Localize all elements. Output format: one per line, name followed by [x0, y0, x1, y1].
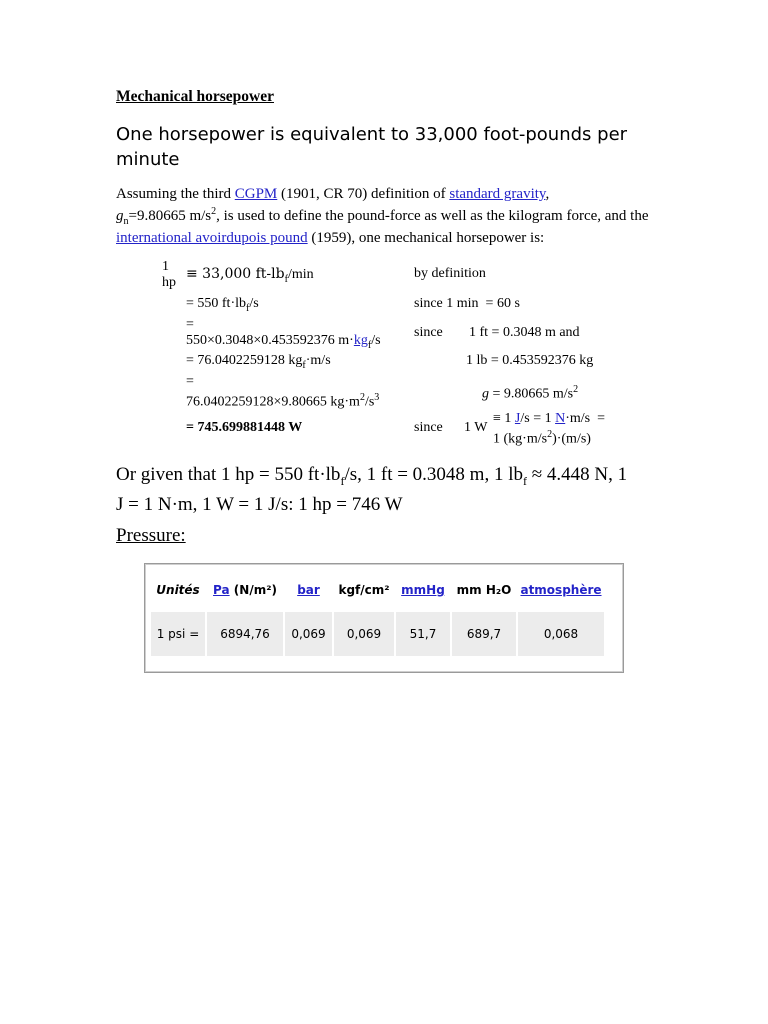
pressure-table: [144, 563, 624, 673]
section-title: Mechanical horsepower: [116, 88, 274, 105]
standard-gravity-link[interactable]: standard gravity: [449, 186, 546, 202]
row-sub: f: [284, 273, 288, 285]
header-bar: [285, 570, 332, 610]
row-text: 76.0402259128×9.80665 kg·m: [186, 394, 360, 410]
since-label: since: [414, 325, 443, 340]
kg-link[interactable]: kg: [353, 333, 368, 348]
row-text: ≡ 1: [493, 411, 515, 426]
summary-text: ≈ 4.448 N, 1 J = 1 N·m, 1 W = 1 J/s: 1 hp = 746 W: [116, 464, 628, 515]
derivation-row-3: [186, 333, 381, 354]
derivation-row-4: [186, 353, 331, 374]
intro-paragraph: [116, 186, 656, 247]
newton-link[interactable]: N: [555, 411, 566, 426]
pressure-heading: Pressure:: [116, 525, 186, 546]
note-by-definition: by definition: [414, 266, 486, 281]
subtitle: One horsepower is equivalent to 33,000 foot-pounds per minute: [116, 124, 628, 170]
row-sub: f: [302, 359, 306, 371]
row-text: /s: [249, 296, 259, 311]
cell-mmhg: 51,7: [396, 612, 450, 656]
summary-paragraph: [116, 463, 636, 517]
row-text: /s: [371, 333, 381, 348]
bar-link[interactable]: bar: [297, 583, 320, 597]
note-minute: since 1 min = 60 s: [414, 296, 520, 311]
row-sup: 3: [374, 392, 380, 403]
watt-definition-line-1: [493, 411, 605, 427]
pascal-link[interactable]: Pa: [213, 583, 230, 597]
pressure-table-grid: [149, 568, 606, 658]
note-pound: 1 lb = 0.453592376 kg: [466, 353, 594, 368]
row-text: /min: [287, 267, 314, 282]
hp-label: hp: [162, 275, 176, 290]
table-header-row: [151, 570, 604, 610]
header-atm: [518, 570, 604, 610]
cell-pa: 6894,76: [207, 612, 283, 656]
row-3-equals: =: [186, 317, 194, 332]
header-units: Unités: [156, 583, 200, 597]
header-kgf: kgf/cm²: [338, 583, 390, 597]
row-text: 550×0.3048×0.453592376 m·: [186, 333, 354, 348]
derivation-row-5: [186, 390, 379, 411]
cell-kgf: 0,069: [334, 612, 394, 656]
one-label: 1: [162, 259, 169, 274]
row-text: = 76.0402259128 kg: [186, 353, 303, 368]
row-label: 1 psi =: [151, 612, 205, 656]
joule-link[interactable]: J: [514, 411, 521, 426]
intro-text: (1901, CR 70) definition of: [277, 186, 450, 202]
atmosphere-link[interactable]: atmosphère: [520, 583, 602, 597]
derivation-row-1: [186, 266, 314, 288]
row-5-equals: =: [186, 374, 194, 389]
intro-text: ,: [545, 186, 550, 202]
header-pa-unit: (N/m²): [229, 583, 277, 597]
since-label: since: [414, 420, 443, 435]
one-watt-label: 1 W: [464, 420, 488, 435]
table-row: [151, 612, 604, 656]
row-sup: 2: [547, 429, 553, 440]
row-text: ·m/s =: [565, 411, 606, 426]
summary-sub: f: [523, 473, 527, 488]
summary-text: Or given that 1 hp = 550 ft·lb: [116, 464, 341, 485]
cell-mmh2o: 689,7: [452, 612, 516, 656]
summary-text: /s, 1 ft = 0.3048 m, 1 lb: [344, 464, 523, 485]
mmhg-link[interactable]: mmHg: [401, 583, 445, 597]
watt-definition-line-2: [493, 427, 591, 448]
row-sup: 2: [359, 392, 365, 403]
cell-bar: 0,069: [285, 612, 332, 656]
header-mmh2o: mm H₂O: [456, 583, 512, 597]
row-text: 1 (kg·m/s: [493, 431, 548, 447]
intro-text: (1959), one mechanical horsepower is:: [307, 230, 545, 246]
g-symbol: g: [116, 208, 124, 224]
row-text: = 9.80665 m/s: [489, 386, 574, 402]
intro-text: =9.80665 m/s: [128, 208, 212, 224]
row-text: ≡ 33,000 ft-lb: [186, 266, 285, 282]
summary-sub: f: [340, 473, 345, 488]
n-subscript: n: [123, 216, 129, 227]
derivation-row-2: [186, 296, 259, 317]
row-sub: f: [367, 339, 372, 351]
superscript: 2: [211, 206, 217, 217]
row-text: /s: [364, 394, 375, 410]
intro-text: , is used to define the pound-force as well as the kilogram force, and the: [216, 208, 649, 224]
header-pa: [207, 570, 283, 610]
row-text: )·(m/s): [552, 431, 591, 447]
result-watts: = 745.699881448 W: [186, 420, 303, 435]
note-foot: 1 ft = 0.3048 m and: [469, 325, 580, 340]
row-text: = 550 ft·lb: [186, 296, 246, 311]
avoirdupois-pound-link[interactable]: international avoirdupois pound: [116, 230, 308, 246]
g-symbol: g: [482, 386, 489, 402]
header-mmhg: [396, 570, 450, 610]
note-gravity: [482, 382, 578, 403]
cgpm-link[interactable]: CGPM: [234, 186, 278, 202]
row-sub: f: [246, 302, 250, 314]
cell-atm: 0,068: [518, 612, 604, 656]
intro-text: Assuming the third: [116, 186, 235, 202]
row-text: ·m/s: [305, 353, 331, 368]
row-sup: 2: [573, 384, 579, 395]
row-text: /s = 1: [520, 411, 556, 426]
